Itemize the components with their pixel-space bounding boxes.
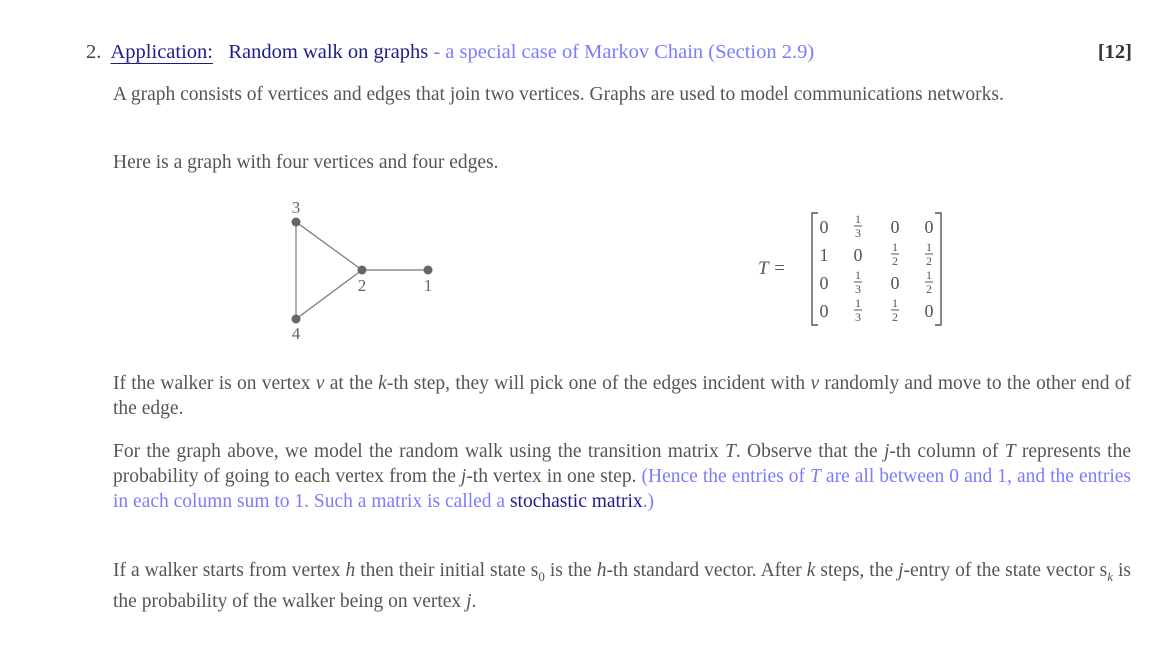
matrix-entry: 0 xyxy=(819,273,829,293)
fraction-denominator: 3 xyxy=(855,310,861,324)
matrix-entry xyxy=(891,240,899,268)
aside-text: (Hence the entries of xyxy=(641,466,811,487)
vertex-3 xyxy=(292,218,301,227)
vertex-3-label: 3 xyxy=(291,198,301,217)
text: represents the probability of going to each vertex from the xyxy=(113,441,1132,487)
walker-rule-paragraph xyxy=(113,371,1131,421)
matrix-label: T = xyxy=(758,258,786,279)
matrix-entry: 0 xyxy=(819,217,829,237)
text: -th column of xyxy=(889,441,1005,462)
transition-matrix xyxy=(756,210,956,328)
matrix-entry: 0 xyxy=(890,273,900,293)
text: -th standard vector. After xyxy=(606,560,807,581)
vertex-2 xyxy=(358,266,367,275)
text: is the probability of the walker being on vertex xyxy=(113,560,1131,612)
text: -th step, they will pick one of the edges incident with xyxy=(386,373,811,394)
state-vector-paragraph xyxy=(113,558,1131,614)
text: steps, the xyxy=(815,560,899,581)
graph-figure xyxy=(280,195,450,345)
topic-subtitle: - a special case of Markov Chain (Section 2.9) xyxy=(428,41,815,63)
matrix-entry: 1 xyxy=(819,245,829,265)
var-j: j xyxy=(883,441,890,462)
vertex-1-label: 1 xyxy=(423,276,433,295)
text: -th vertex in one step. xyxy=(466,466,642,487)
application-link[interactable]: Application: xyxy=(110,41,213,63)
fraction-numerator: 1 xyxy=(892,240,898,254)
text: randomly and move to the other end of the edge. xyxy=(113,373,1131,419)
matrix-entry xyxy=(854,212,862,240)
fraction-numerator: 1 xyxy=(892,296,898,310)
matrix-entry: 0 xyxy=(819,301,829,321)
edge-2-4 xyxy=(296,270,362,319)
text: If a walker starts from vertex xyxy=(113,560,346,581)
topic-title: Random walk on graphs xyxy=(228,41,429,63)
fraction-denominator: 3 xyxy=(855,226,861,240)
aside-text: .) xyxy=(642,491,655,512)
right-bracket xyxy=(935,213,941,325)
fraction-numerator: 1 xyxy=(855,212,861,226)
var-j: j xyxy=(466,590,472,612)
matrix-entry: 0 xyxy=(924,217,934,237)
var-T: T xyxy=(810,466,821,487)
var-T: T xyxy=(1004,441,1016,462)
var-j: j xyxy=(460,466,467,487)
intro-paragraph: A graph consists of vertices and edges that join two vertices. Graphs are used to model communications networks. xyxy=(113,84,1004,105)
matrix-entry: 0 xyxy=(890,217,900,237)
transition-matrix-paragraph xyxy=(113,439,1131,514)
subscript: 0 xyxy=(538,568,545,584)
fraction-numerator: 1 xyxy=(855,296,861,310)
aside-text: are all between 0 and 1, and the entries in each column sum to 1. Such a matrix is called a xyxy=(113,466,1131,512)
fraction-numerator: 1 xyxy=(926,240,932,254)
text: . Observe that the xyxy=(735,441,884,462)
vertex-1 xyxy=(424,266,433,275)
matrix-entry xyxy=(925,268,933,296)
text: . xyxy=(471,590,477,612)
var-h: h xyxy=(596,560,607,581)
fraction-denominator: 3 xyxy=(855,282,861,296)
question-number: 2. xyxy=(86,41,102,63)
marks-label: [12] xyxy=(1097,41,1132,63)
graph-intro-paragraph: Here is a graph with four vertices and four edges. xyxy=(113,152,499,173)
stochastic-matrix-term[interactable]: stochastic matrix xyxy=(509,491,643,512)
vertex-4 xyxy=(292,315,301,324)
subscript: k xyxy=(1107,568,1113,584)
vertex-2-label: 2 xyxy=(357,276,367,295)
fraction-numerator: 1 xyxy=(855,268,861,282)
var-j: j xyxy=(898,560,904,581)
fraction-denominator: 2 xyxy=(892,310,898,324)
text: -entry of the state vector s xyxy=(903,560,1108,581)
matrix-entry: 0 xyxy=(924,301,934,321)
text: then their initial state s xyxy=(355,560,539,581)
matrix-entry xyxy=(854,296,862,324)
matrix-entry: 0 xyxy=(853,245,863,265)
fraction-numerator: 1 xyxy=(926,268,932,282)
matrix-entry xyxy=(891,296,899,324)
var-T: T xyxy=(725,441,736,462)
vertex-4-label: 4 xyxy=(291,324,301,343)
var-h: h xyxy=(345,560,356,581)
fraction-denominator: 2 xyxy=(892,254,898,268)
text: For the graph above, we model the random walk using the transition matrix xyxy=(113,441,725,462)
var-v: v xyxy=(315,373,325,394)
fraction-denominator: 2 xyxy=(926,254,932,268)
question-heading xyxy=(86,38,1132,66)
matrix-cells xyxy=(820,212,934,324)
var-k: k xyxy=(378,373,387,394)
edge-3-2 xyxy=(296,222,362,270)
fraction-denominator: 2 xyxy=(926,282,932,296)
text: If the walker is on vertex xyxy=(113,373,316,394)
matrix-entry xyxy=(925,240,933,268)
var-k: k xyxy=(806,560,816,581)
matrix-entry xyxy=(854,268,862,296)
left-bracket xyxy=(812,213,818,325)
text: at the xyxy=(324,373,379,394)
text: is the xyxy=(544,560,597,581)
var-v: v xyxy=(810,373,820,394)
